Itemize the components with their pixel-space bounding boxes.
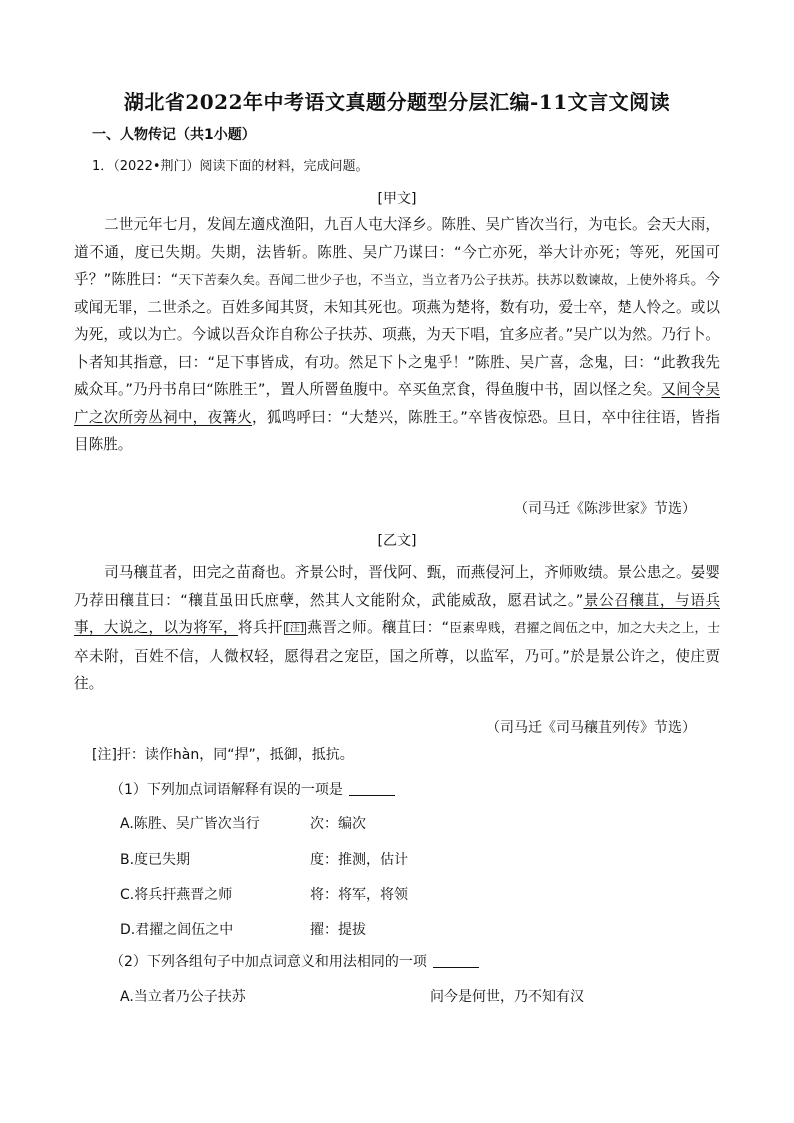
q1-option-b[interactable]: B.度已失期 度：推测，估计: [120, 852, 408, 868]
underlined-sentence: 又间令吴广之次所旁丛祠中，夜篝火: [74, 381, 720, 426]
annotation-note: [注]扞：读作hàn，同“捍”，抵御，抵抗。: [92, 747, 354, 763]
yi-source: （司马迁《司马穰苴列传》节选）: [486, 720, 696, 736]
answer-blank[interactable]: [433, 953, 479, 968]
q2-option-a[interactable]: A.当立者乃公子扶苏 问今是何世，乃不知有汉: [120, 989, 584, 1005]
question-2-stem: （2）下列各组句子中加点词意义和用法相同的一项: [110, 951, 479, 971]
page-title: 湖北省2022年中考语文真题分题型分层汇编-11文言文阅读: [123, 90, 671, 114]
yi-label: [乙文]: [377, 533, 417, 549]
q1-option-c[interactable]: C.将兵扞燕晋之师 将：将军，将领: [120, 887, 408, 903]
section-heading: 一、人物传记（共1小题）: [92, 127, 256, 143]
question-intro: 1．（2022•荆门）阅读下面的材料，完成问题。: [92, 159, 369, 174]
underlined-sentence: 景公召穰苴，与语兵事，大说之，以为将军，: [74, 591, 720, 636]
note-marker: [注]: [285, 623, 305, 634]
jia-source: （司马迁《陈涉世家》节选）: [514, 501, 696, 517]
answer-blank[interactable]: [349, 781, 395, 796]
question-1-stem: （1）下列加点词语解释有误的一项是: [110, 779, 395, 799]
yi-passage: 司马穰苴者，田完之苗裔也。齐景公时，晋伐阿、甄，而燕侵河上，齐师败绩。景公患之。晏婴乃荐田穰苴曰：“穰苴虽田氏庶孽，然其人文能附众，武能威敌，愿君试之。”景公召穰苴，与语兵事，大说之，以为将军，将兵扞 [注] 燕晋之师。穰苴曰：“臣素卑贱，君擢之闾伍之中，加之大夫之上，士卒未附，百姓不信，人微权轻，愿得君之宠臣，国之所尊，以监军，乃可。”於是景公许之，使庄贾往。: [74, 564, 720, 692]
jia-passage: 二世元年七月，发闾左適戍渔阳，九百人屯大泽乡。陈胜、吴广皆次当行，为屯长。会天大雨，道不通，度已失期。失期，法皆斩。陈胜、吴广乃谋曰：“今亡亦死，举大计亦死；等死，死国可乎？”陈胜曰：“天下苦秦久矣。吾闻二世少子也，不当立，当立者乃公子扶苏。扶苏以数谏故，上使外将兵。今或闻无罪，二世杀之。百姓多闻其贤，未知其死也。项燕为楚将，数有功，爱士卒，楚人怜之。或以为死，或以为亡。今诚以吾众诈自称公子扶苏、项燕，为天下唱，宜多应者。”吴广以为然。乃行卜。卜者知其指意，曰：“足下事皆成，有功。然足下卜之鬼乎！”陈胜、吴广喜，念鬼，曰：“此教我先威众耳。”乃丹书帛曰“陈胜王”，置人所罾鱼腹中。卒买鱼烹食，得鱼腹中书，固以怪之矣。又间令吴广之次所旁丛祠中，夜篝火，狐鸣呼曰：“大楚兴，陈胜王。”卒皆夜惊恐。旦日，卒中往往语，皆指目陈胜。: [74, 216, 720, 453]
q1-option-d[interactable]: D.君擢之闾伍之中 擢：提拔: [120, 922, 366, 938]
q1-option-a[interactable]: A.陈胜、吴广皆次当行 次：编次: [120, 816, 366, 832]
jia-label: [甲文]: [377, 191, 417, 207]
